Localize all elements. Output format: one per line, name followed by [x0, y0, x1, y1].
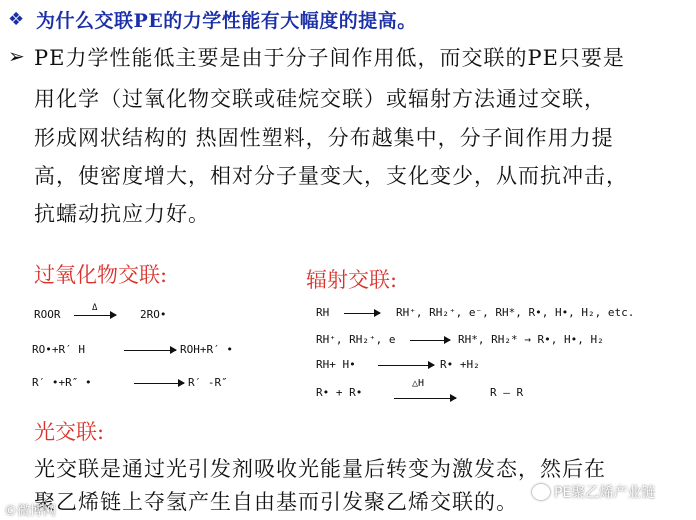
reaction-right: ROH+R′ •	[180, 343, 233, 356]
reaction-left: RH+ H•	[316, 358, 356, 371]
reaction-left: RH	[316, 306, 330, 319]
paragraph-line: 用化学（过氧化物交联或硅烷交联）或辐射方法通过交联，	[34, 87, 606, 111]
paragraph-line: 高，使密度增大，相对分子量变大，支化变少，从而抗冲击，	[34, 164, 628, 188]
reaction-right: RH⁺, RH₂⁺, e⁻, RH*, R•, H•, H₂, etc.	[396, 306, 635, 319]
reaction-left: RO•+R′ H	[32, 343, 85, 356]
wechat-icon	[532, 484, 550, 500]
radiation-title: 辐射交联:	[306, 268, 398, 292]
diamond-icon: ❖	[8, 8, 25, 30]
reaction-left: ROOR	[34, 308, 61, 321]
peroxide-title: 过氧化物交联:	[34, 263, 168, 287]
arrow-bullet-icon: ➢	[8, 44, 25, 68]
watermark-right: PE聚乙烯产业链	[554, 485, 656, 501]
reaction-arrow	[410, 340, 450, 341]
reaction-right: R• +H₂	[440, 358, 480, 371]
reaction-left: R′ •+R″ •	[32, 376, 92, 389]
paragraph-line: 抗蠕动抗应力好。	[34, 202, 210, 226]
reaction-right: RH*, RH₂* → R•, H•, H₂	[458, 333, 604, 346]
reaction-arrow	[134, 383, 184, 384]
paragraph-line: 形成网状结构的 热固性塑料，分布越集中，分子间作用力提	[34, 126, 614, 150]
reaction-right: R — R	[490, 386, 524, 399]
reaction-condition: △H	[412, 378, 425, 389]
photo-line: 光交联是通过光引发剂吸收光能量后转变为激发态，然后在	[34, 457, 606, 481]
reaction-left: R• + R•	[316, 386, 363, 399]
photo-title: 光交联:	[34, 420, 105, 444]
slide-heading	[8, 4, 417, 34]
reaction-arrow	[124, 350, 176, 351]
reaction-right: R′ -R″	[188, 376, 228, 389]
reaction-arrow	[378, 365, 434, 366]
paragraph-line: PE力学性能低主要是由于分子间作用低，而交联的PE只要是	[34, 46, 625, 70]
reaction-condition: Δ	[92, 303, 98, 313]
watermark-left: ©微博网	[4, 504, 57, 519]
reaction-arrow	[74, 315, 116, 316]
photo-line: 聚乙烯链上夺氢产生自由基而引发聚乙烯交联的。	[34, 490, 518, 514]
reaction-arrow	[394, 398, 456, 399]
reaction-right: 2RO•	[140, 308, 167, 321]
heading-text: 为什么交联PE的力学性能有大幅度的提高。	[36, 9, 417, 32]
reaction-left: RH⁺, RH₂⁺, e	[316, 333, 396, 346]
reaction-arrow	[344, 313, 380, 314]
